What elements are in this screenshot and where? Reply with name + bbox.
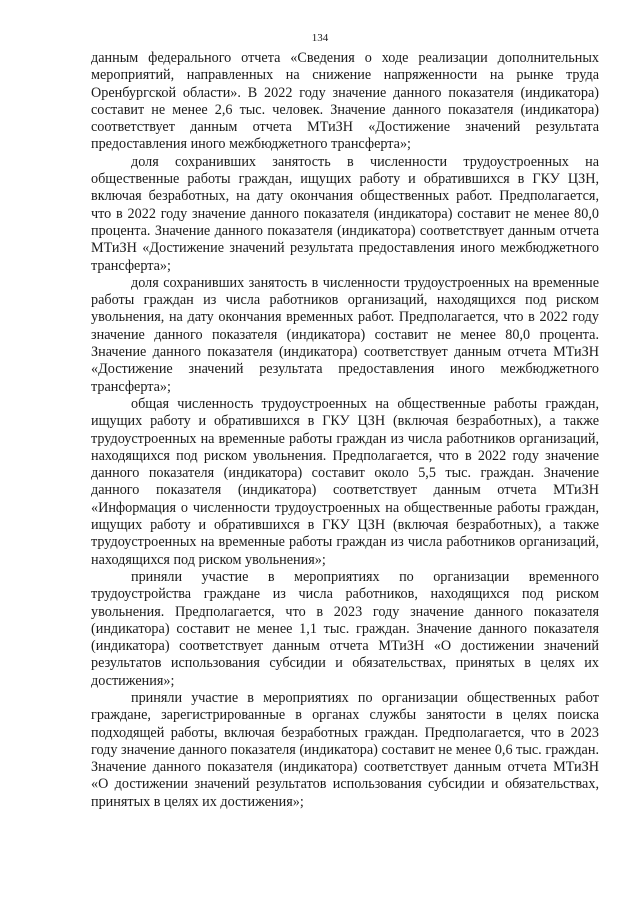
paragraph-3: доля сохранивших занятость в численности трудоустроенных на временные работы граждан из числа работников организаций, находящихся под риском увольнения, на дату окончания временных работ. Предполагается, что в 2022 году значение данного показателя (индикатора) составит не менее 80,0 процента. Значение данного показателя (индикатора) соответствует данным отчета МТиЗН «Достижение значений результата предоставления иного межбюджетного трансферта»;	[91, 274, 599, 395]
paragraph-2: доля сохранивших занятость в численности трудоустроенных на общественные работы граждан, ищущих работу и обратившихся в ГКУ ЦЗН, включая безработных, на дату окончания общественных работ. Предполагается, что в 2022 году значение данного показателя (индикатора) составит не менее 80,0 процента. Значение данного показателя (индикатора) соответствует данным отчета МТиЗН «Достижение значений результата предоставления иного межбюджетного трансферта»;	[91, 153, 599, 274]
page-number: 134	[311, 32, 329, 44]
paragraph-1: данным федерального отчета «Сведения о ходе реализации дополнительных мероприятий, направленных на снижение напряженности на рынке труда Оренбургской области». В 2022 году значение данного показателя (индикатора) составит не менее 2,6 тыс. человек. Значение данного показателя (индикатора) соответствует данным отчета МТиЗН «Достижение значений результата предоставления иного межбюджетного трансферта»;	[91, 50, 599, 153]
paragraph-6: приняли участие в мероприятиях по организации общественных работ граждане, зарегистрированные в органах службы занятости в целях поиска подходящей работы, включая безработных граждан. Предполагается, что в 2023 году значение данного показателя (индикатора) составит не менее 0,6 тыс. граждан. Значение данного показателя (индикатора) соответствует данным отчета МТиЗН «О достижении значений результатов использования субсидии и обязательствах, принятых в целях их достижения»;	[91, 689, 599, 810]
paragraph-5: приняли участие в мероприятиях по организации временного трудоустройства граждане из числа работников, находящихся под риском увольнения. Предполагается, что в 2023 году значение данного показателя (индикатора) составит не менее 1,1 тыс. граждан. Значение данного показателя (индикатора) соответствует данным отчета МТиЗН «О достижении значений результатов использования субсидии и обязательствах, принятых в целях их достижения»;	[91, 568, 599, 689]
paragraph-4: общая численность трудоустроенных на общественные работы граждан, ищущих работу и обратившихся в ГКУ ЦЗН (включая безработных), а также трудоустроенных на временные работы граждан из числа работников организаций, находящихся под риском увольнения. Предполагается, что в 2022 году значение данного показателя (индикатора) составит около 5,5 тыс. граждан. Значение данного показателя (индикатора) соответствует данным отчета МТиЗН «Информация о численности трудоустроенных на общественные работы граждан, ищущих работу и обратившихся в ГКУ ЦЗН (включая безработных), а также трудоустроенных на временные работы граждан из числа работников организаций, находящихся под риском увольнения»;	[91, 395, 599, 568]
body-text	[91, 50, 599, 811]
